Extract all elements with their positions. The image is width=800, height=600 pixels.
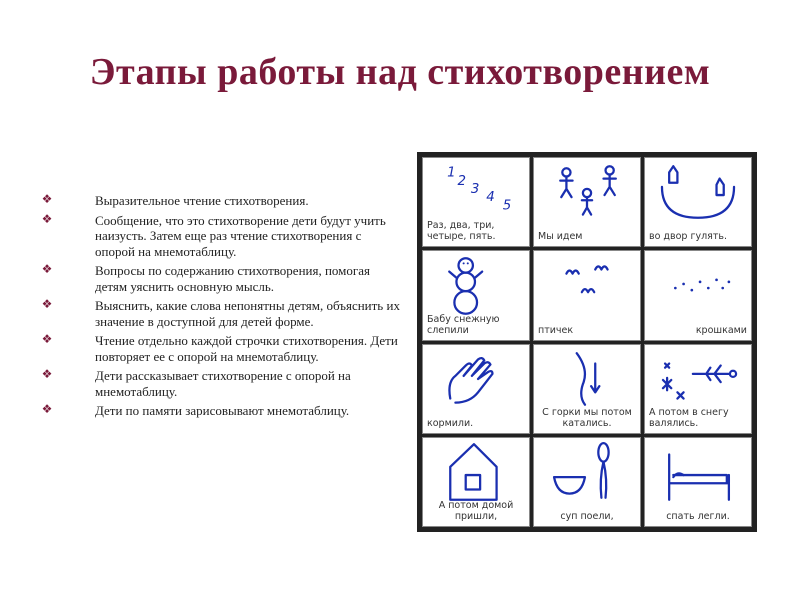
list-item-text: Сообщение, что это стихотворение дети будут учить наизусть. Затем еще раз чтение стихотворения с опорой на мнемотаблицу. bbox=[95, 212, 386, 259]
cell-caption: суп поели, bbox=[560, 511, 614, 522]
house-icon bbox=[423, 438, 529, 500]
cell-caption: А потом в снегу валялись. bbox=[649, 406, 729, 429]
list-item-text: Чтение отдельно каждой строчки стихотворения. Дети повторяет ее с опорой на мнемотаблицу. bbox=[95, 333, 398, 364]
mnemotable-grid bbox=[417, 152, 757, 532]
list-item-text: Вопросы по содержанию стихотворения, помогая детям уяснить основную мысль. bbox=[95, 263, 370, 294]
soup-spoon-icon bbox=[534, 438, 640, 500]
list-item-text: Выяснить, какие слова непонятны детям, объяснить их значение в доступной для детей форме. bbox=[95, 298, 400, 329]
diamond-bullet-icon: ❖ bbox=[41, 262, 53, 276]
mnemo-cell bbox=[422, 344, 530, 434]
bullet-list bbox=[40, 193, 400, 423]
birds-icon bbox=[534, 251, 640, 313]
list-item-text: Выразительное чтение стихотворения. bbox=[95, 193, 309, 208]
list-item bbox=[40, 298, 400, 329]
yard-icon bbox=[645, 158, 751, 220]
digit-label: 4 bbox=[486, 190, 495, 206]
mnemo-cell bbox=[533, 250, 641, 340]
list-item-text: Дети по памяти зарисовывают мнемотаблицу. bbox=[95, 403, 350, 418]
cell-caption: С горки мы потом катались. bbox=[542, 406, 632, 429]
mnemo-cell bbox=[533, 437, 641, 527]
slide-icon bbox=[534, 345, 640, 407]
list-item bbox=[40, 193, 400, 209]
page-title: Этапы работы над стихотворением bbox=[89, 51, 711, 93]
cell-caption: А потом домой пришли, bbox=[438, 500, 514, 522]
numbers-icon bbox=[423, 158, 529, 220]
cell-caption: спать легли. bbox=[666, 511, 730, 522]
mnemo-cell bbox=[422, 437, 530, 527]
walking-people-icon bbox=[534, 158, 640, 220]
diamond-bullet-icon: ❖ bbox=[41, 367, 53, 381]
hand-icon bbox=[423, 345, 529, 407]
digit-label: 1 bbox=[447, 165, 456, 181]
list-item bbox=[40, 333, 400, 364]
cell-caption: Мы идем bbox=[538, 231, 583, 243]
cell-caption: Раз, два, три, четыре, пять. bbox=[427, 220, 496, 243]
list-item bbox=[40, 368, 400, 399]
mnemo-cell bbox=[644, 157, 752, 247]
snow-lying-icon bbox=[645, 345, 751, 407]
diamond-bullet-icon: ❖ bbox=[41, 192, 53, 206]
list-item bbox=[40, 263, 400, 294]
diamond-bullet-icon: ❖ bbox=[41, 211, 53, 226]
mnemo-cell bbox=[644, 437, 752, 527]
cell-caption: птичек bbox=[538, 324, 574, 336]
diamond-bullet-icon: ❖ bbox=[41, 402, 53, 416]
mnemo-cell bbox=[422, 157, 530, 247]
cell-caption: крошками bbox=[695, 324, 747, 336]
crumbs-icon bbox=[645, 251, 751, 313]
snowman-icon bbox=[423, 251, 529, 313]
bed-icon bbox=[645, 438, 751, 500]
list-item bbox=[40, 213, 400, 260]
cell-caption: кормили. bbox=[427, 417, 474, 429]
mnemo-cell bbox=[644, 344, 752, 434]
digit-label: 5 bbox=[502, 198, 512, 214]
diamond-bullet-icon: ❖ bbox=[41, 297, 53, 311]
cell-caption: во двор гулять. bbox=[649, 231, 728, 243]
mnemo-cell bbox=[533, 344, 641, 434]
cell-caption: Бабу снежную слепили bbox=[427, 313, 500, 336]
digit-label: 3 bbox=[470, 182, 480, 198]
digit-label: 2 bbox=[457, 173, 466, 189]
mnemo-cell bbox=[422, 250, 530, 340]
list-item-text: Дети рассказывает стихотворение с опорой на мнемотаблицу. bbox=[95, 368, 351, 399]
mnemo-cell bbox=[533, 157, 641, 247]
diamond-bullet-icon: ❖ bbox=[41, 332, 53, 346]
list-item bbox=[40, 403, 400, 419]
mnemo-cell bbox=[644, 250, 752, 340]
